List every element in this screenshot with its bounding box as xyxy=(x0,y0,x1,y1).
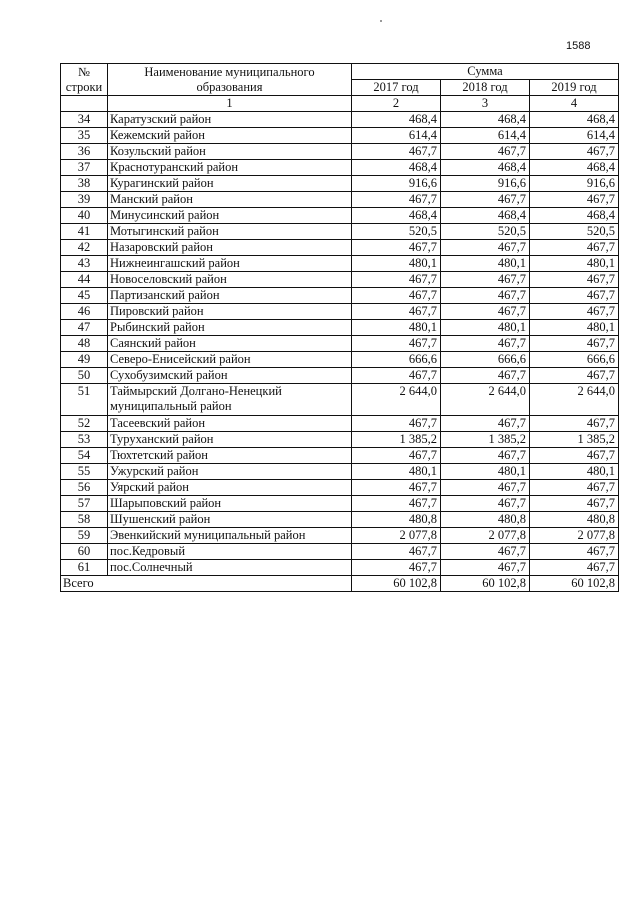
row-number: 61 xyxy=(61,560,108,576)
municipality-name: пос.Солнечный xyxy=(108,560,352,576)
table-body xyxy=(61,112,619,576)
municipality-name: Тасеевский район xyxy=(108,416,352,432)
total-2018: 60 102,8 xyxy=(441,576,530,592)
sum-2019: 467,7 xyxy=(530,496,619,512)
header-year-2017: 2017 год xyxy=(352,80,441,96)
sum-2017: 2 644,0 xyxy=(352,384,441,416)
total-2017: 60 102,8 xyxy=(352,576,441,592)
header-year-2018: 2018 год xyxy=(441,80,530,96)
sum-2018: 467,7 xyxy=(441,288,530,304)
funding-table xyxy=(60,63,619,592)
municipality-name: Нижнеингашский район xyxy=(108,256,352,272)
sum-2018: 468,4 xyxy=(441,208,530,224)
total-2019: 60 102,8 xyxy=(530,576,619,592)
sum-2018: 2 077,8 xyxy=(441,528,530,544)
sum-2017: 467,7 xyxy=(352,192,441,208)
municipality-name: Эвенкийский муниципальный район xyxy=(108,528,352,544)
sum-2019: 916,6 xyxy=(530,176,619,192)
table-row xyxy=(61,384,619,416)
sum-2018: 480,1 xyxy=(441,464,530,480)
row-number: 50 xyxy=(61,368,108,384)
header-row-number: № строки xyxy=(61,64,108,96)
municipality-name: Ужурский район xyxy=(108,464,352,480)
sum-2018: 467,7 xyxy=(441,192,530,208)
sum-2019: 467,7 xyxy=(530,336,619,352)
sum-2019: 520,5 xyxy=(530,224,619,240)
table-row xyxy=(61,288,619,304)
sum-2018: 467,7 xyxy=(441,368,530,384)
sum-2017: 467,7 xyxy=(352,304,441,320)
municipality-name: Манский район xyxy=(108,192,352,208)
sum-2018: 916,6 xyxy=(441,176,530,192)
sum-2017: 467,7 xyxy=(352,560,441,576)
row-number: 47 xyxy=(61,320,108,336)
table-row xyxy=(61,112,619,128)
municipality-name: Краснотуранский район xyxy=(108,160,352,176)
municipality-name: Курагинский район xyxy=(108,176,352,192)
table-row xyxy=(61,272,619,288)
sum-2017: 467,7 xyxy=(352,480,441,496)
sum-2017: 468,4 xyxy=(352,112,441,128)
sum-2017: 480,1 xyxy=(352,320,441,336)
row-number: 44 xyxy=(61,272,108,288)
sum-2018: 520,5 xyxy=(441,224,530,240)
sum-2018: 2 644,0 xyxy=(441,384,530,416)
col-number-2: 2 xyxy=(352,96,441,112)
sum-2019: 467,7 xyxy=(530,272,619,288)
row-number: 34 xyxy=(61,112,108,128)
municipality-name: Шарыповский район xyxy=(108,496,352,512)
table-row xyxy=(61,208,619,224)
sum-2018: 467,7 xyxy=(441,496,530,512)
table-row xyxy=(61,432,619,448)
col-number-3: 3 xyxy=(441,96,530,112)
sum-2019: 2 077,8 xyxy=(530,528,619,544)
sum-2019: 467,7 xyxy=(530,448,619,464)
sum-2019: 480,8 xyxy=(530,512,619,528)
sum-2017: 520,5 xyxy=(352,224,441,240)
sum-2018: 467,7 xyxy=(441,480,530,496)
sum-2017: 480,8 xyxy=(352,512,441,528)
table-row xyxy=(61,512,619,528)
table-row xyxy=(61,160,619,176)
table-row xyxy=(61,528,619,544)
table-row xyxy=(61,448,619,464)
sum-2017: 467,7 xyxy=(352,496,441,512)
sum-2018: 666,6 xyxy=(441,352,530,368)
sum-2017: 467,7 xyxy=(352,288,441,304)
row-number: 59 xyxy=(61,528,108,544)
municipality-name: Каратузский район xyxy=(108,112,352,128)
row-number: 51 xyxy=(61,384,108,416)
row-number: 42 xyxy=(61,240,108,256)
row-number: 43 xyxy=(61,256,108,272)
sum-2019: 468,4 xyxy=(530,160,619,176)
sum-2018: 480,1 xyxy=(441,256,530,272)
sum-2018: 467,7 xyxy=(441,448,530,464)
table-row xyxy=(61,544,619,560)
sum-2017: 2 077,8 xyxy=(352,528,441,544)
sum-2019: 467,7 xyxy=(530,480,619,496)
table-row xyxy=(61,464,619,480)
sum-2018: 467,7 xyxy=(441,272,530,288)
table-row xyxy=(61,336,619,352)
sum-2018: 468,4 xyxy=(441,160,530,176)
municipality-name: Шушенский район xyxy=(108,512,352,528)
municipality-name: Северо-Енисейский район xyxy=(108,352,352,368)
municipality-name: Сухобузимский район xyxy=(108,368,352,384)
municipality-name: Партизанский район xyxy=(108,288,352,304)
sum-2018: 480,8 xyxy=(441,512,530,528)
page-number: 1588 xyxy=(566,40,591,52)
sum-2019: 467,7 xyxy=(530,544,619,560)
row-number: 36 xyxy=(61,144,108,160)
header-municipality-name: Наименование муниципального образования xyxy=(108,64,352,96)
sum-2019: 467,7 xyxy=(530,240,619,256)
table-row xyxy=(61,144,619,160)
sum-2018: 467,7 xyxy=(441,304,530,320)
col-number-1: 1 xyxy=(108,96,352,112)
sum-2019: 614,4 xyxy=(530,128,619,144)
sum-2019: 1 385,2 xyxy=(530,432,619,448)
row-number: 41 xyxy=(61,224,108,240)
sum-2018: 467,7 xyxy=(441,560,530,576)
sum-2018: 480,1 xyxy=(441,320,530,336)
sum-2017: 916,6 xyxy=(352,176,441,192)
sum-2019: 467,7 xyxy=(530,192,619,208)
sum-2018: 614,4 xyxy=(441,128,530,144)
table-row xyxy=(61,480,619,496)
row-number: 37 xyxy=(61,160,108,176)
row-number: 54 xyxy=(61,448,108,464)
sum-2019: 467,7 xyxy=(530,368,619,384)
sum-2019: 468,4 xyxy=(530,112,619,128)
municipality-name: Тюхтетский район xyxy=(108,448,352,464)
sum-2018: 467,7 xyxy=(441,144,530,160)
table-row xyxy=(61,352,619,368)
col-number-blank xyxy=(61,96,108,112)
sum-2019: 480,1 xyxy=(530,320,619,336)
sum-2018: 467,7 xyxy=(441,544,530,560)
municipality-name: Кежемский район xyxy=(108,128,352,144)
table-row xyxy=(61,240,619,256)
sum-2019: 480,1 xyxy=(530,256,619,272)
row-number: 56 xyxy=(61,480,108,496)
row-number: 53 xyxy=(61,432,108,448)
sum-2019: 2 644,0 xyxy=(530,384,619,416)
sum-2017: 467,7 xyxy=(352,544,441,560)
table-row xyxy=(61,304,619,320)
sum-2017: 468,4 xyxy=(352,160,441,176)
table-row xyxy=(61,496,619,512)
sum-2017: 480,1 xyxy=(352,464,441,480)
table-row xyxy=(61,224,619,240)
sum-2019: 468,4 xyxy=(530,208,619,224)
header-year-2019: 2019 год xyxy=(530,80,619,96)
sum-2017: 666,6 xyxy=(352,352,441,368)
sum-2017: 467,7 xyxy=(352,336,441,352)
row-number: 55 xyxy=(61,464,108,480)
municipality-name: Таймырский Долгано-Ненецкий муниципальный район xyxy=(108,384,352,416)
table-row xyxy=(61,560,619,576)
municipality-name: Саянский район xyxy=(108,336,352,352)
municipality-name: Мотыгинский район xyxy=(108,224,352,240)
sum-2017: 1 385,2 xyxy=(352,432,441,448)
sum-2019: 467,7 xyxy=(530,560,619,576)
row-number: 40 xyxy=(61,208,108,224)
sum-2017: 467,7 xyxy=(352,240,441,256)
sum-2017: 467,7 xyxy=(352,368,441,384)
municipality-name: Уярский район xyxy=(108,480,352,496)
row-number: 35 xyxy=(61,128,108,144)
municipality-name: Пировский район xyxy=(108,304,352,320)
municipality-name: Минусинский район xyxy=(108,208,352,224)
sum-2018: 467,7 xyxy=(441,336,530,352)
row-number: 57 xyxy=(61,496,108,512)
row-number: 46 xyxy=(61,304,108,320)
row-number: 60 xyxy=(61,544,108,560)
table-row xyxy=(61,320,619,336)
row-number: 48 xyxy=(61,336,108,352)
sum-2019: 467,7 xyxy=(530,288,619,304)
table-row xyxy=(61,368,619,384)
sum-2019: 467,7 xyxy=(530,304,619,320)
table-row xyxy=(61,128,619,144)
municipality-name: Туруханский район xyxy=(108,432,352,448)
municipality-name: пос.Кедровый xyxy=(108,544,352,560)
table-row xyxy=(61,416,619,432)
municipality-name: Козульский район xyxy=(108,144,352,160)
row-number: 39 xyxy=(61,192,108,208)
scan-speck xyxy=(380,20,382,22)
table-row xyxy=(61,176,619,192)
municipality-name: Новоселовский район xyxy=(108,272,352,288)
municipality-name: Рыбинский район xyxy=(108,320,352,336)
sum-2017: 614,4 xyxy=(352,128,441,144)
sum-2018: 467,7 xyxy=(441,240,530,256)
municipality-name: Назаровский район xyxy=(108,240,352,256)
sum-2017: 480,1 xyxy=(352,256,441,272)
total-row xyxy=(61,576,619,592)
sum-2017: 467,7 xyxy=(352,272,441,288)
col-number-4: 4 xyxy=(530,96,619,112)
sum-2017: 467,7 xyxy=(352,416,441,432)
row-number: 49 xyxy=(61,352,108,368)
sum-2019: 467,7 xyxy=(530,416,619,432)
sum-2018: 467,7 xyxy=(441,416,530,432)
sum-2019: 480,1 xyxy=(530,464,619,480)
table-row xyxy=(61,256,619,272)
sum-2018: 468,4 xyxy=(441,112,530,128)
header-sum: Сумма xyxy=(352,64,619,80)
sum-2019: 467,7 xyxy=(530,144,619,160)
row-number: 52 xyxy=(61,416,108,432)
total-label: Всего xyxy=(61,576,352,592)
sum-2017: 467,7 xyxy=(352,448,441,464)
sum-2018: 1 385,2 xyxy=(441,432,530,448)
row-number: 58 xyxy=(61,512,108,528)
table-row xyxy=(61,192,619,208)
sum-2019: 666,6 xyxy=(530,352,619,368)
row-number: 45 xyxy=(61,288,108,304)
sum-2017: 468,4 xyxy=(352,208,441,224)
row-number: 38 xyxy=(61,176,108,192)
sum-2017: 467,7 xyxy=(352,144,441,160)
